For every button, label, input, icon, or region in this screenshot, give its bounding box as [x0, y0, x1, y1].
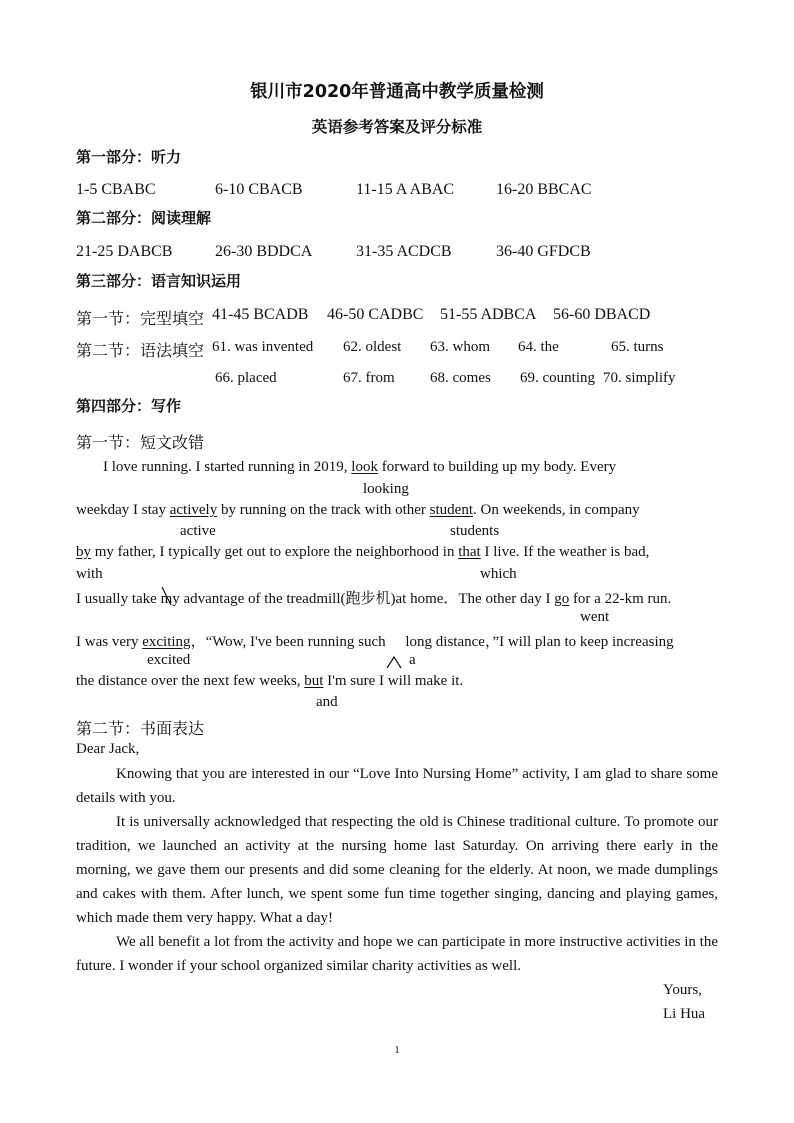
grammar-answer: 64. the: [518, 339, 559, 355]
grammar-answer: 68. comes: [430, 370, 491, 386]
part3-heading: 第三部分：语言知识运用: [76, 272, 242, 290]
text: by running on the track with other: [217, 502, 430, 518]
error-word: by: [76, 544, 91, 560]
text: long distance，”I will plan to keep increasing: [401, 634, 674, 650]
correction-line: [76, 630, 674, 651]
correction-line: [76, 673, 463, 690]
deleted-word: my: [161, 591, 180, 607]
part4-heading: 第四部分：写作: [76, 397, 182, 415]
error-word: that: [458, 544, 481, 560]
answer-group: 36-40 GFDCB: [496, 243, 591, 260]
section-label: 第二节：语法填空: [76, 343, 205, 360]
grammar-answer: 65. turns: [611, 339, 664, 355]
text: forward to building up my body. Every: [377, 459, 617, 475]
text: weekday I stay: [76, 502, 170, 518]
correction-fix: went: [580, 609, 610, 625]
answer-group: 1-5 CBABC: [76, 181, 156, 198]
correction-line: [76, 544, 649, 561]
answer-group: 51-55 ADBCA: [440, 306, 537, 323]
error-word: exciting: [142, 634, 191, 650]
correction-fix: which: [480, 566, 517, 582]
text: I live. If the weather is bad,: [480, 544, 650, 560]
part2-heading: 第二部分：阅读理解: [76, 209, 212, 227]
letter-greeting: Dear Jack,: [76, 741, 140, 757]
strike-mark-icon: [161, 585, 175, 607]
letter-paragraph: Knowing that you are interested in our “Love Into Nursing Home” activity, I am glad to share some details with you.: [76, 766, 718, 806]
answer-group: 21-25 DABCB: [76, 243, 173, 260]
answer-group: 6-10 CBACB: [215, 181, 303, 198]
correction-line: [76, 502, 640, 519]
grammar-answer: 70. simplify: [603, 370, 676, 386]
text: I'm sure I will make it.: [323, 673, 464, 689]
correction-fix: and: [316, 694, 338, 710]
caret-insert-icon: [386, 655, 402, 669]
error-word: student: [429, 502, 474, 518]
page-subtitle: 英语参考答案及评分标准: [311, 118, 483, 136]
correction-fix: excited: [147, 652, 191, 668]
text: for a 22-km run.: [569, 591, 672, 607]
letter-closing: Yours,: [663, 982, 702, 998]
answer-group: 31-35 ACDCB: [356, 243, 452, 260]
error-word: actively: [169, 502, 218, 518]
correction-line: [76, 587, 671, 608]
grammar-answer: 63. whom: [430, 339, 490, 355]
text: . On weekends, in company: [473, 502, 640, 518]
correction-fix: with: [76, 566, 103, 582]
correction-line: [103, 459, 616, 476]
grammar-answer: 69. counting: [520, 370, 595, 386]
letter-paragraph: It is universally acknowledged that respecting the old is Chinese traditional culture. To promote our tradition, we launched an activity at the nursing home last Saturday. On arriving there early in the morning, we gave them our presents and did some cleaning for the elderly. At noon, we made dumplings and cakes with them. After lunch, we spent some fun time together singing, dancing and playing games, which made them very happy. What a day!: [76, 814, 718, 926]
answer-group: 11-15 A ABAC: [356, 181, 455, 198]
error-word: but: [304, 673, 324, 689]
text: my father, I typically get out to explore the neighborhood in: [91, 544, 459, 560]
letter-paragraph: We all benefit a lot from the activity and hope we can participate in more instructive activities in the future. I wonder if your school organized similar charity activities as well.: [76, 934, 718, 974]
grammar-answer: 61. was invented: [212, 339, 314, 355]
text: I usually take: [76, 591, 161, 607]
section-label: 第二节：书面表达: [76, 721, 205, 738]
grammar-answer: 62. oldest: [343, 339, 402, 355]
text: I love running. I started running in 2019,: [103, 459, 352, 475]
answer-group: 56-60 DBACD: [553, 306, 651, 323]
text: the distance over the next few weeks,: [76, 673, 305, 689]
text: advantage of the treadmill(跑步机)at home．The other day I: [179, 591, 555, 607]
correction-fix: a: [409, 652, 416, 668]
grammar-answer: 67. from: [343, 370, 395, 386]
grammar-answer: 66. placed: [215, 370, 277, 386]
correction-fix: active: [180, 523, 216, 539]
error-word: look: [351, 459, 378, 475]
page-number: 1: [394, 1044, 400, 1056]
error-word: go: [554, 591, 570, 607]
text: ，“Wow, I've been running such: [190, 634, 386, 650]
part1-heading: 第一部分：听力: [76, 148, 182, 166]
letter-signature: Li Hua: [663, 1006, 706, 1022]
page-title: 银川市2020年普通高中教学质量检测: [250, 82, 544, 102]
answer-group: 16-20 BBCAC: [496, 181, 592, 198]
answer-group: 46-50 CADBC: [327, 306, 424, 323]
answer-group: 41-45 BCADB: [212, 306, 309, 323]
section-label: 第一节：短文改错: [76, 435, 205, 452]
section-label: 第一节：完型填空: [76, 311, 205, 328]
text: I was very: [76, 634, 143, 650]
correction-fix: looking: [363, 481, 409, 497]
correction-fix: students: [450, 523, 500, 539]
answer-group: 26-30 BDDCA: [215, 243, 313, 260]
